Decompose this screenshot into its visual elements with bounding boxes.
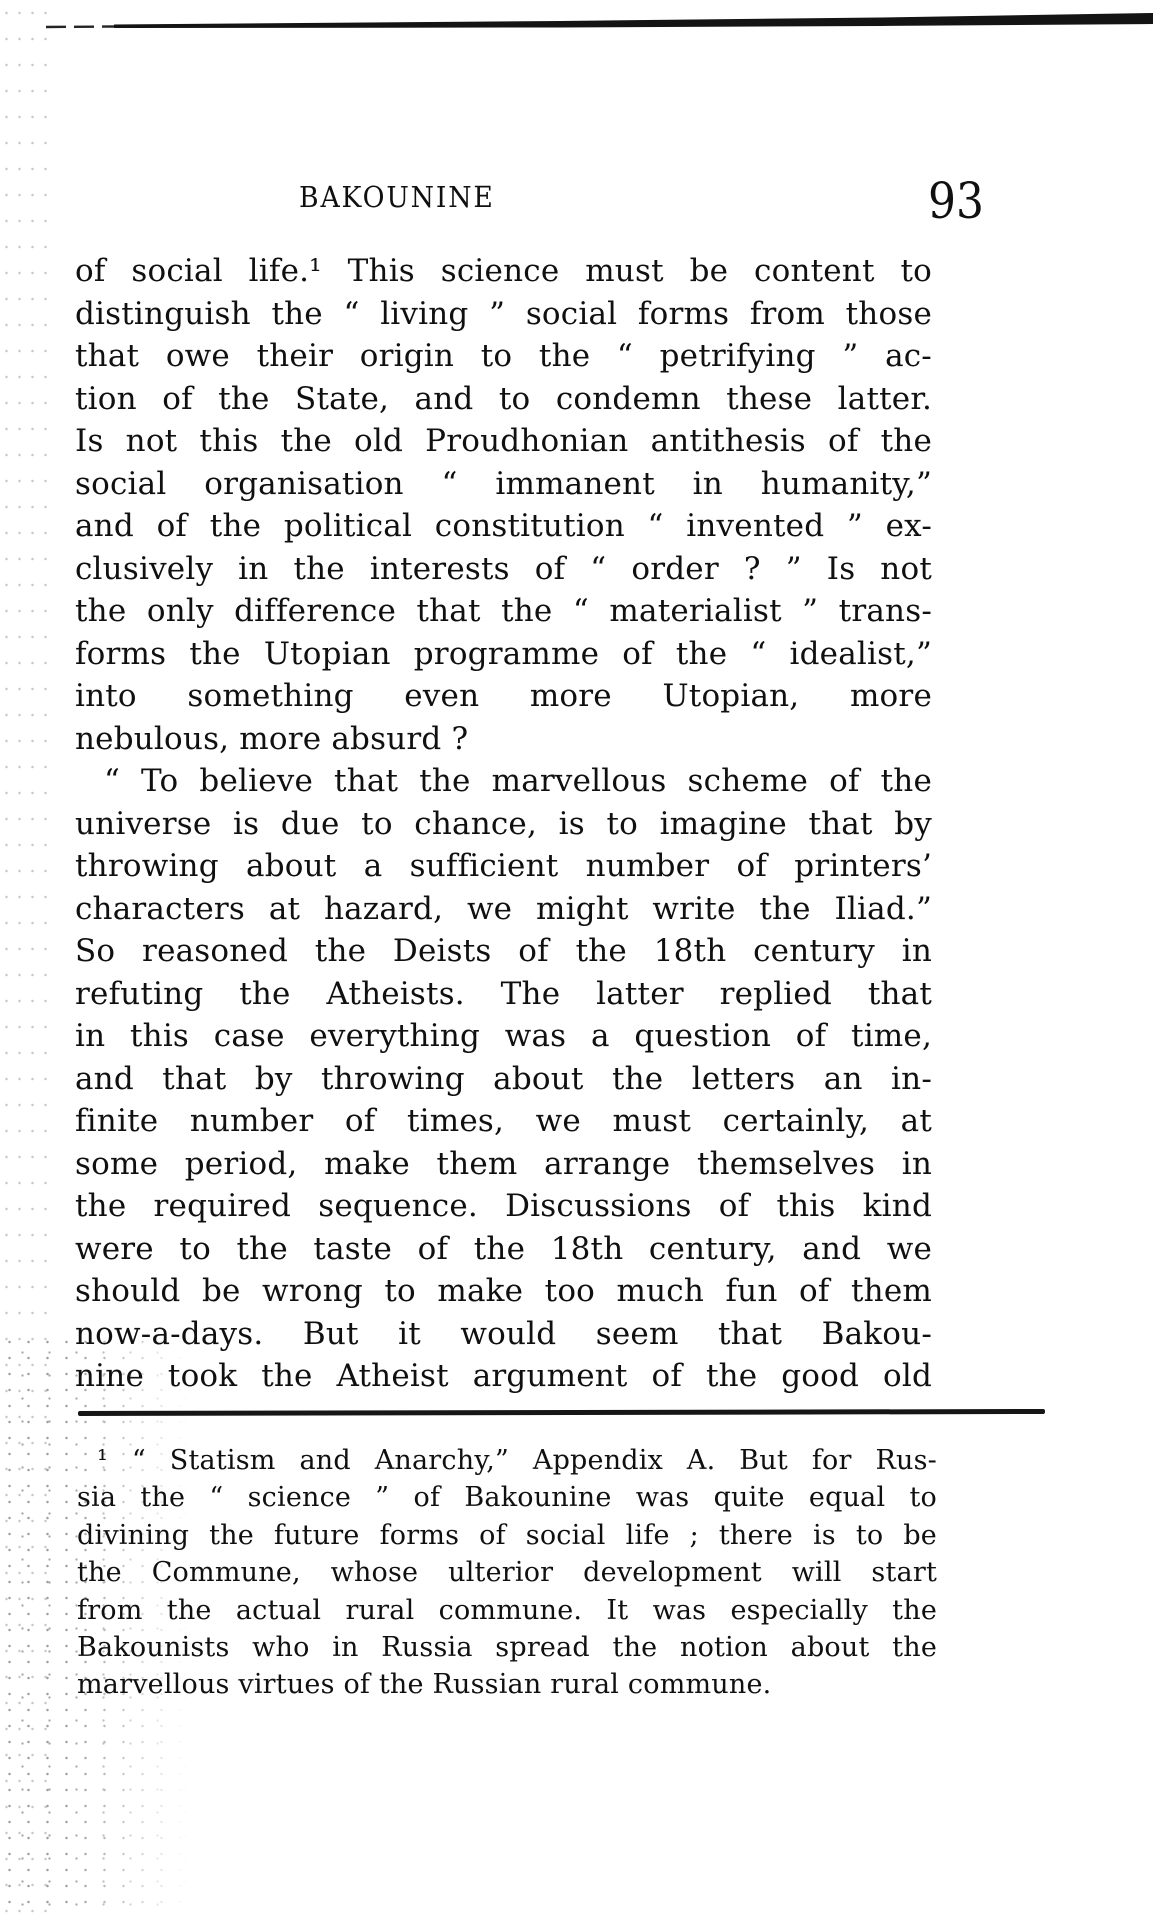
paragraph [77,1442,937,1704]
footnote-text-line: Bakounists who in Russia spread the notion about the [77,1631,937,1663]
body-text-line: and of the political constitution “ invented ” ex- [75,508,932,544]
body-text-line: universe is due to chance, is to imagine that by [75,805,932,842]
footnote-text-line: the Commune, whose ulterior development will start [77,1557,937,1589]
body-text-line: nine took the Atheist argument of the good old [75,1358,932,1394]
body-text-line: now-a-days. But it would seem that Bakou- [75,1315,932,1352]
body-text-line: So reasoned the Deists of the 18th century in [75,933,932,969]
body-text-line: characters at hazard, we might write the Iliad.” [75,890,932,927]
body-text-line: the required sequence. Discussions of this kind [75,1188,932,1224]
body-text-line: forms the Utopian programme of the “ idealist,” [75,635,932,672]
body-text-line: “ To believe that the marvellous scheme of the [104,763,932,799]
body-text-line: some period, make them arrange themselves in [75,1145,932,1182]
scan-noise-left-edge [0,0,48,1914]
body-text-line: Is not this the old Proudhonian antithesis of the [75,423,932,459]
body-text-line: were to the taste of the 18th century, and we [75,1230,932,1267]
body-text-line: nebulous, more absurd ? [75,720,469,757]
footnote-text-line: ¹ “ Statism and Anarchy,” Appendix A. But for Rus- [97,1445,937,1476]
body-text-line: that owe their origin to the “ petrifying ” ac- [75,338,932,374]
body-text-line: in this case everything was a question of time, [75,1018,932,1054]
body-text-line: clusively in the interests of “ order ? ” Is not [75,550,932,587]
footnote-text-line: from the actual rural commune. It was especially the [77,1594,937,1626]
body-text-line: social organisation “ immanent in humanity,” [75,465,932,502]
footnote [77,1442,937,1704]
body-text [75,250,932,1398]
footnote-text-line: marvellous virtues of the Russian rural commune. [77,1669,772,1701]
paragraph [75,760,932,1398]
body-text-line: tion of the State, and to condemn these latter. [75,380,932,417]
body-text-line: the only difference that the “ materialist ” trans- [75,593,932,629]
body-text-line: of social life.¹ This science must be content to [75,253,932,289]
paragraph [75,250,932,760]
body-text-line: distinguish the “ living ” social forms from those [75,295,932,332]
footnote-separator-rule [78,1409,1045,1416]
body-text-line: refuting the Atheists. The latter replied that [75,975,932,1012]
top-edge-rule [0,0,1153,42]
body-text-line: throwing about a sufficient number of printers’ [75,848,932,884]
body-text-line: into something even more Utopian, more [75,678,932,714]
page-number: 93 [928,172,984,230]
body-text-line: finite number of times, we must certainly, at [75,1103,932,1139]
footnote-text-line: divining the future forms of social life ; there is to be [77,1519,937,1551]
running-head-title: BAKOUNINE [299,180,495,214]
body-text-line: should be wrong to make too much fun of them [75,1273,932,1309]
body-text-line: and that by throwing about the letters an in- [75,1060,932,1097]
footnote-text-line: sia the “ science ” of Bakounine was quite equal to [77,1482,937,1514]
